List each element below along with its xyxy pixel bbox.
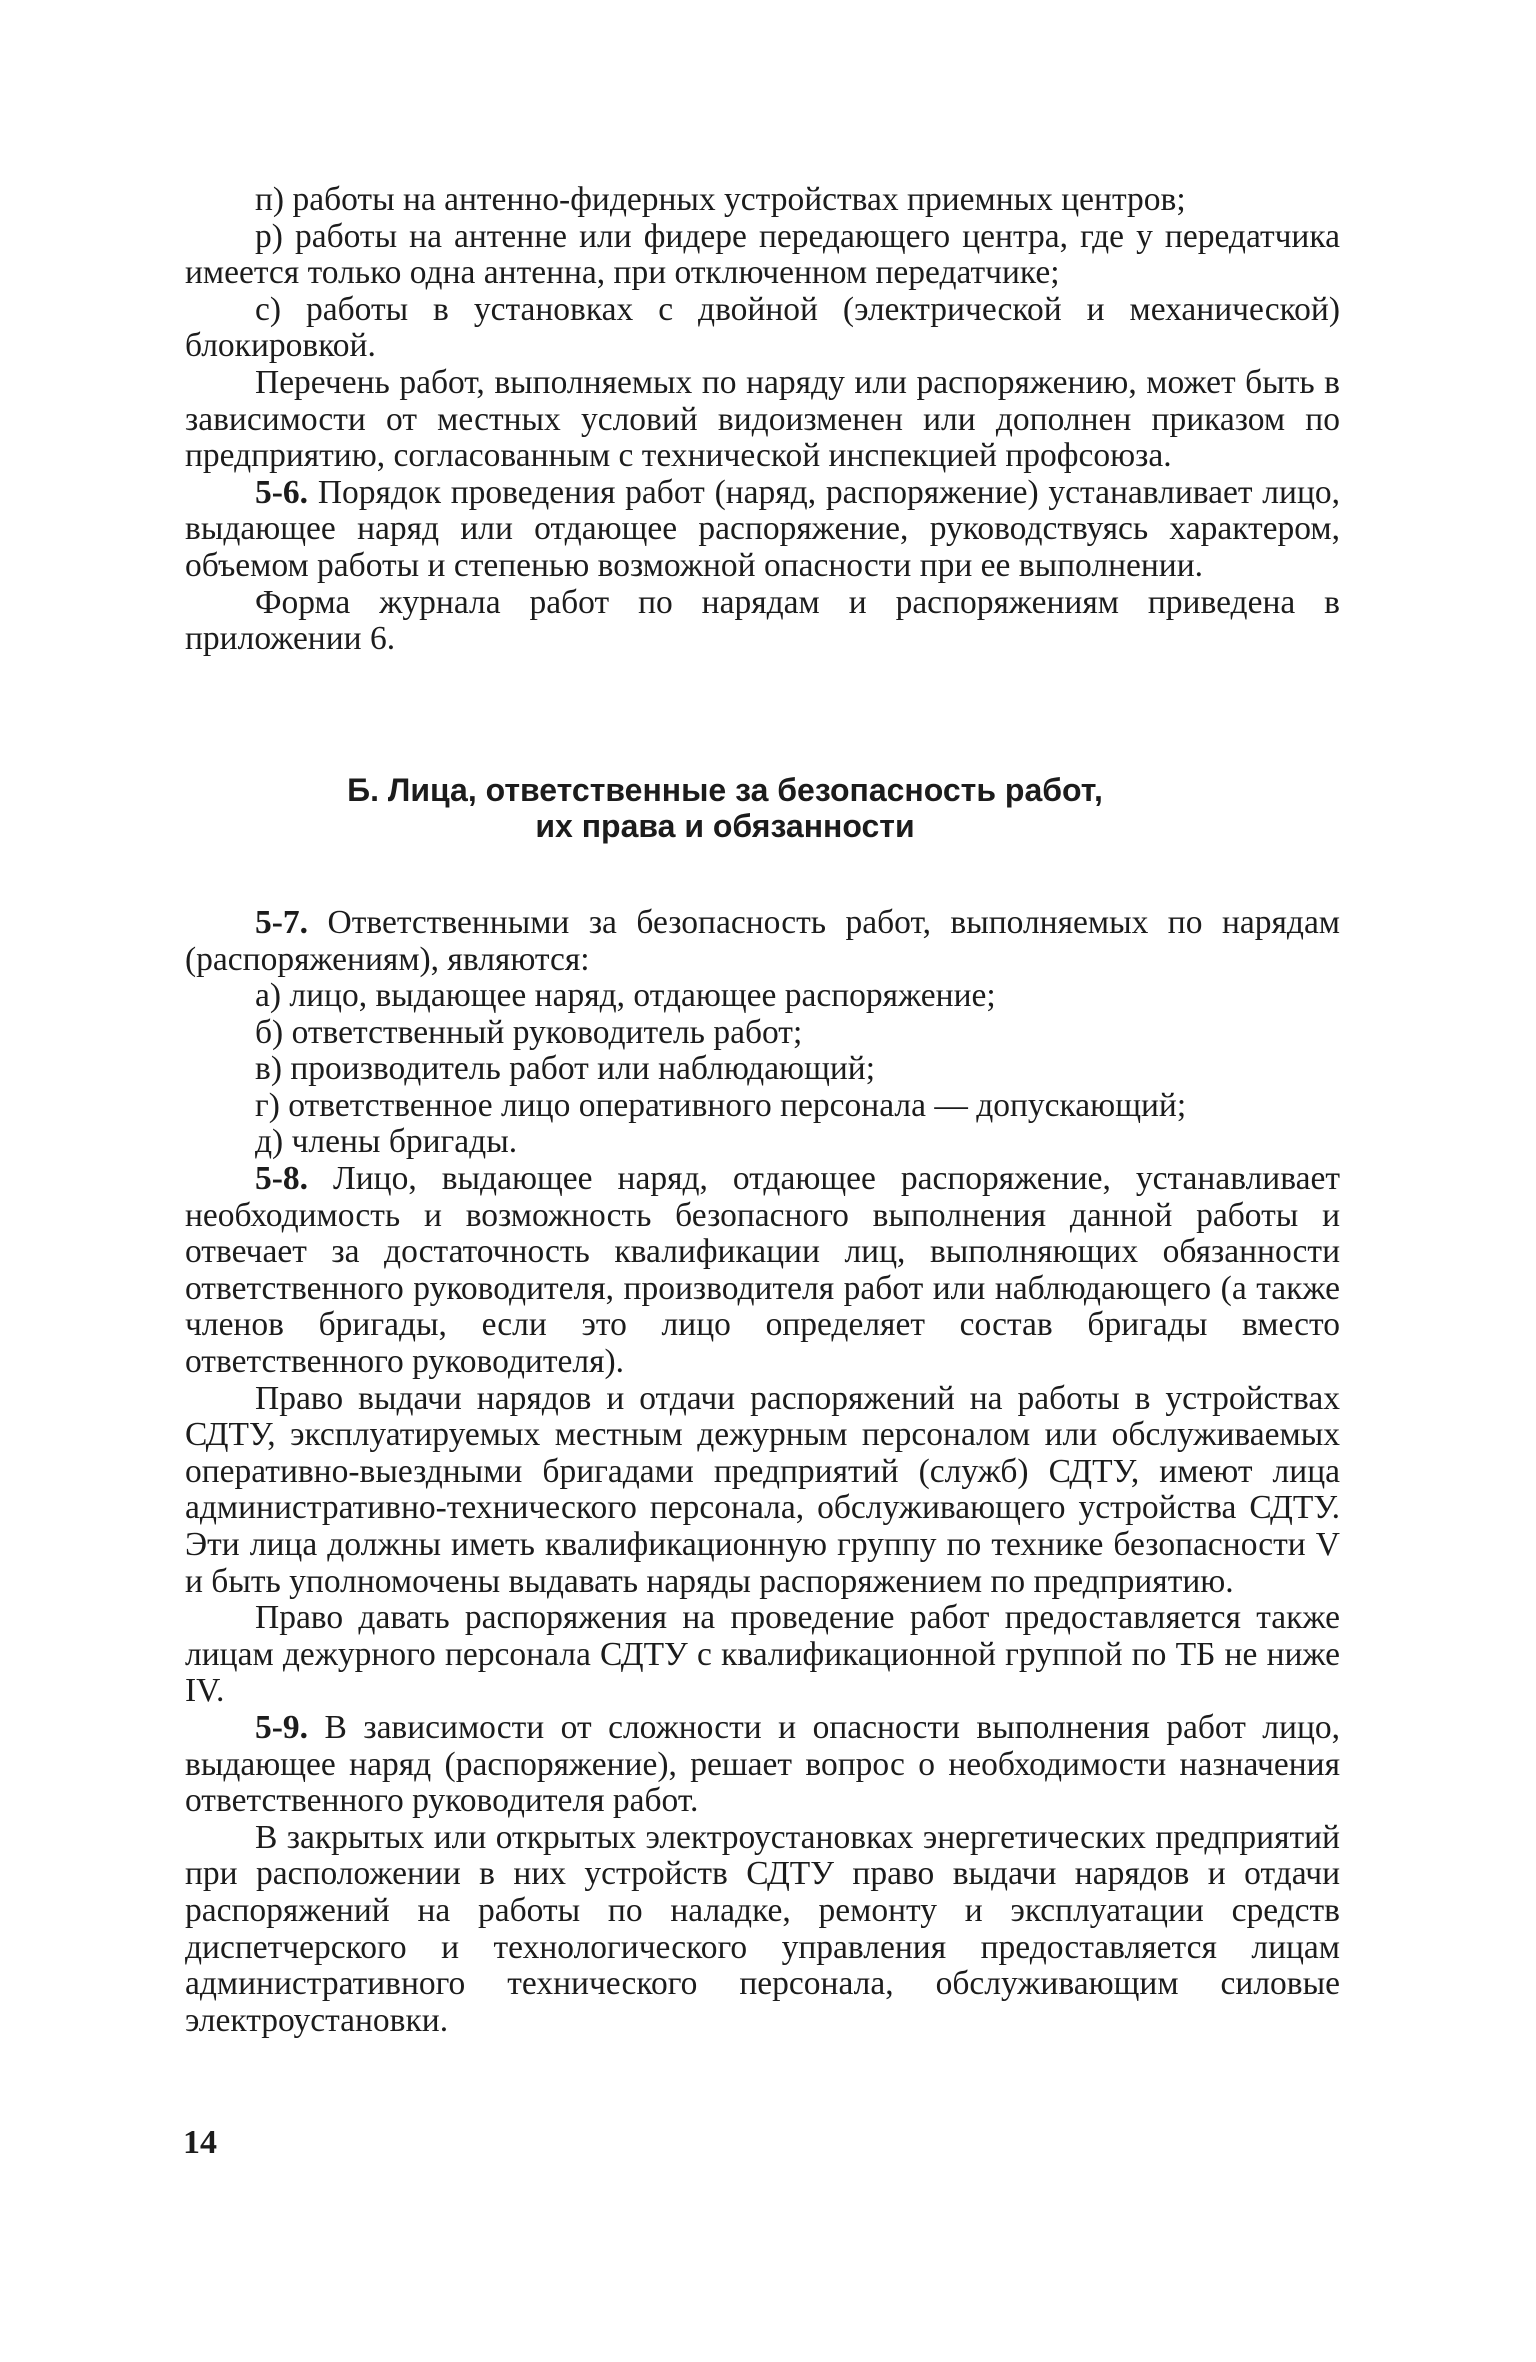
- clause-text: Порядок проведения работ (наряд, распоряжение) устанавливает лицо, выдающее наряд или отдающее распоряжение, руководствуясь характером, объемом работы и степенью возможной опасности при ее выполнении.: [185, 473, 1340, 584]
- paragraph-journal: Форма журнала работ по нарядам и распоряжениям приведена в приложении 6.: [185, 583, 1340, 658]
- clause-text: Лицо, выдающее наряд, отдающее распоряжение, устанавливает необходимость и возможность безопасного выполнения данной работы и отвечает за достаточность квалификации лиц, выполняющих обязанности ответственного руководителя, производителя работ или наблюдающего (а также членов бригады, если это лицо определяет состав бригады вместо ответственного руководителя).: [185, 1160, 1340, 1381]
- list-item-a: а) лицо, выдающее наряд, отдающее распоряжение;: [255, 977, 996, 1015]
- paragraph-list-change: Перечень работ, выполняемых по наряду или распоряжению, может быть в зависимости от местных условий видоизменен или дополнен приказом по предприятию, согласованным с технической инспекцией профсоюза.: [185, 363, 1340, 475]
- list-item-p: п) работы на антенно-фидерных устройствах приемных центров;: [255, 181, 1186, 218]
- page-number: 14: [183, 2124, 217, 2161]
- clause-number: 5-8.: [255, 1160, 309, 1198]
- section-heading-line-1: Б. Лица, ответственные за безопасность работ,: [347, 771, 1103, 808]
- clause-5-9: [185, 1710, 1340, 1820]
- clause-text: В зависимости от сложности и опасности выполнения работ лицо, выдающее наряд (распоряжение), решает вопрос о необходимости назначения ответственного руководителя работ.: [185, 1708, 1341, 1820]
- paragraph-rights-2: Право давать распоряжения на проведение работ предоставляется также лицам дежурного персонала СДТУ с квалификационной группой по ТБ не ниже IV.: [185, 1599, 1340, 1710]
- list-item-v: в) производитель работ или наблюдающий;: [255, 1050, 876, 1088]
- paragraph-rights-1: Право выдачи нарядов и отдачи распоряжений на работы в устройствах СДТУ, эксплуатируемых местным дежурным персоналом или обслуживаемых оперативно-выездными бригадами предприятий (служб) СДТУ, имеют лица административно-технического персонала, обслуживающего устройства СДТУ. Эти лица должны иметь квалификационную группу по технике безопасности V и быть уполномочены выдавать наряды распоряжением по предприятию.: [185, 1379, 1340, 1600]
- paragraph-closed-installations: В закрытых или открытых электроустановках энергетических предприятий при расположении в них устройств СДТУ право выдачи нарядов и отдачи распоряжений на работы по наладке, ремонту и эксплуатации средств диспетчерского и технологического управления предоставляется лицам административного технического персонала, обслуживающим силовые электроустановки.: [185, 1818, 1340, 2039]
- clause-5-7: [185, 905, 1340, 978]
- clause-number: 5-6.: [255, 473, 309, 511]
- clause-5-8: [185, 1161, 1340, 1381]
- clause-number: 5-7.: [255, 903, 309, 941]
- list-item-g: г) ответственное лицо оперативного персонала — допускающий;: [255, 1086, 1187, 1124]
- list-item-r: р) работы на антенне или фидере передающего центра, где у передатчика имеется только одна антенна, при отключенном передатчике;: [185, 217, 1340, 292]
- section-heading-line-2: их права и обязанности: [535, 808, 915, 845]
- clause-number: 5-9.: [255, 1708, 309, 1746]
- document-page: [185, 182, 1340, 2039]
- clause-5-6: [185, 475, 1340, 585]
- list-item-s: с) работы в установках с двойной (электрической и механической) блокировкой.: [185, 290, 1340, 365]
- list-item-d: д) члены бригады.: [255, 1123, 518, 1161]
- list-item-b: б) ответственный руководитель работ;: [255, 1013, 803, 1051]
- clause-text: Ответственными за безопасность работ, выполняемых по нарядам (распоряжениям), являются:: [185, 903, 1341, 978]
